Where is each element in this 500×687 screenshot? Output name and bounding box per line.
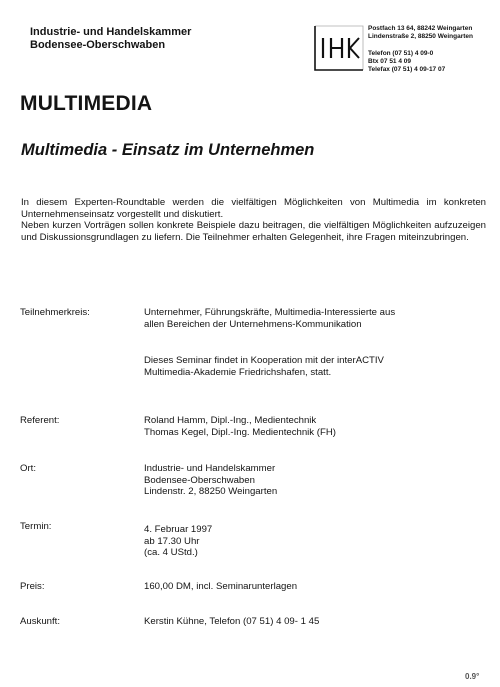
auskunft-value: Kerstin Kühne, Telefon (07 51) 4 09- 1 45 [144,616,320,627]
referent-line-2: Thomas Kegel, Dipl.-Ing. Medientechnik (FH) [144,426,336,438]
teilnehmer-line-1: Unternehmer, Führungskräfte, Multimedia-Interessierte aus [144,307,396,318]
org-line-2: Bodensee-Oberschwaben [30,38,166,51]
intro-text [21,197,486,243]
org-line-1: Industrie- und Handelskammer [30,26,192,38]
ort-line-3: Lindenstr. 2, 88250 Weingarten [144,486,278,497]
termin-line-1: 4. Februar 1997 [144,524,213,535]
ort-line-2: Bodensee-Oberschwaben [144,474,255,486]
intro-paragraph-2: Neben kurzen Vorträgen sollen konkrete Beispiele dazu beitragen, die vielfältigen Möglichkeiten aufzuzeigen und Diskussionsgrundlagen zu liefern. Die Teilnehmer erhalten Gelegenheit, ihre Fragen miteinzubringen. [21,220,486,243]
intro-paragraph-1: In diesem Experten-Roundtable werden die vielfältigen Möglichkeiten von Multimedia im konkreten Unternehmenseinsatz vorgestellt und diskutiert. [21,197,486,220]
kooperation-line-2: Multimedia-Akademie Friedrichshafen, statt. [144,366,332,378]
kooperation-note [144,355,384,378]
auskunft-label: Auskunft: [20,616,60,627]
ihk-logo [313,24,365,72]
organization-name [30,26,191,51]
preis-value: 160,00 DM, incl. Seminarunterlagen [144,581,298,592]
termin-value [144,524,212,559]
preis-label: Preis: [20,581,45,592]
referent-line-1: Roland Hamm, Dipl.-Ing., Medientechnik [144,415,317,426]
contact-telefax: Telefax (07 51) 4 09-17 07 [368,66,446,73]
kooperation-line-1: Dieses Seminar findet in Kooperation mit der interACTIV [144,355,384,366]
teilnehmer-value [144,307,395,330]
termin-label: Termin: [20,521,52,532]
termin-line-3: (ca. 4 UStd.) [144,547,198,558]
referent-value [144,415,336,438]
referent-label: Referent: [20,415,60,426]
page-title: MULTIMEDIA [20,92,153,115]
ort-line-1: Industrie- und Handelskammer [144,463,276,474]
contact-address: Lindenstraße 2, 88250 Weingarten [368,33,473,40]
ort-value [144,463,277,498]
ort-label: Ort: [20,463,36,474]
termin-line-2: ab 17.30 Uhr [144,535,200,547]
contact-postfach: Postfach 13 64, 88242 Weingarten [368,25,473,32]
contact-btx: Btx 07 51 4 09 [368,58,412,65]
contact-telefon: Telefon (07 51) 4 09-0 [368,50,434,57]
page-subtitle: Multimedia - Einsatz im Unternehmen [21,141,315,159]
teilnehmer-line-2: allen Bereichen der Unternehmens-Kommunikation [144,318,362,330]
corner-mark: 0.9° [465,672,480,681]
teilnehmer-label: Teilnehmerkreis: [20,307,90,318]
contact-block [368,25,473,74]
